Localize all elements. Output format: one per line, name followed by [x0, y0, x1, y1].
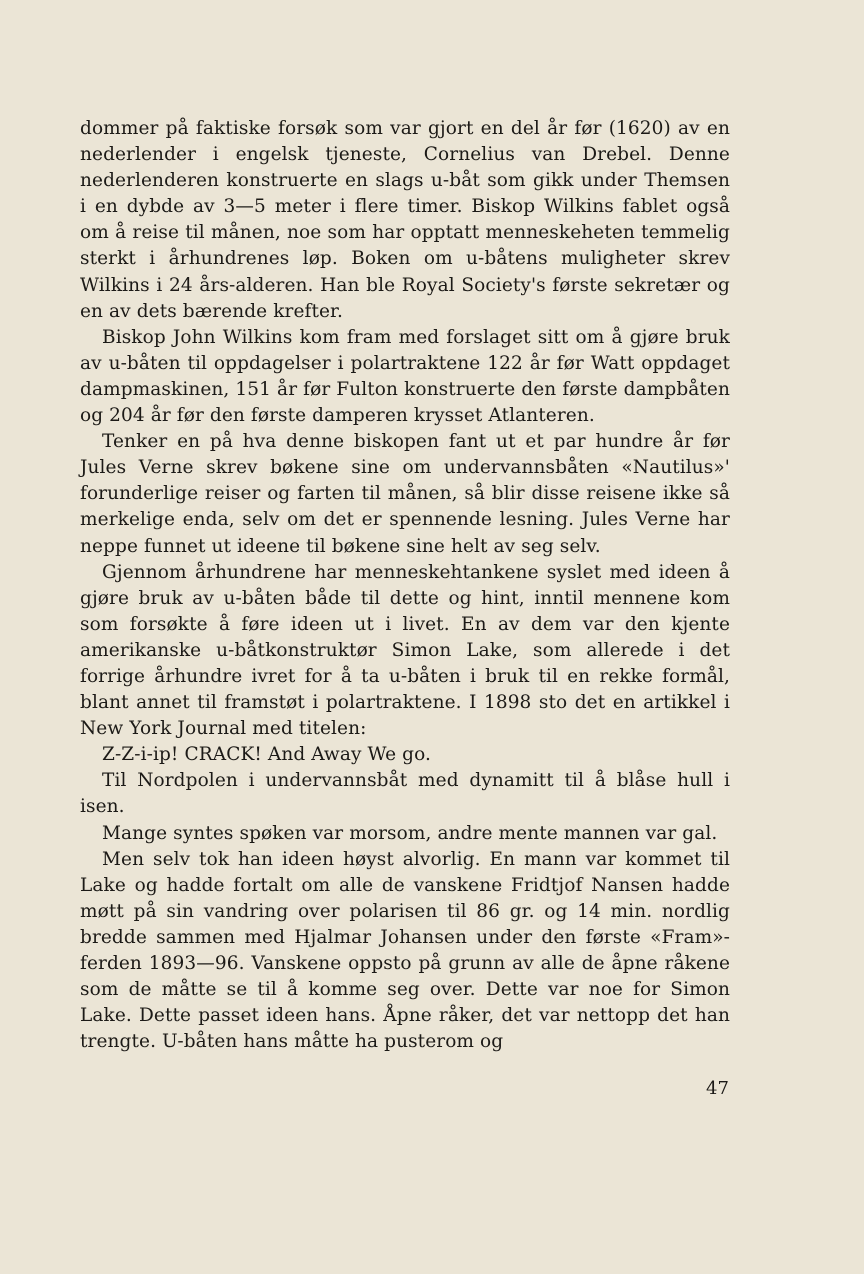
paragraph-headline-quote: Z-Z-i-ip! CRACK! And Away We go. — [102, 744, 431, 766]
page-number: 47 — [706, 1078, 729, 1099]
paragraph: Mange syntes spøken var morsom, andre mente mannen var gal. — [102, 822, 718, 844]
paragraph: Gjennom århundrene har menneskehtankene syslet med ideen å gjøre bruk av u-båten både til dette og hint, inntil mennene kom som forsøkte å føre ideen ut i livet. En av dem var den kjente amerikanske u-båtkonstruktør Simon Lake, som allerede i det forrige århundre ivret for å ta u-båten i bruk til en rekke formål, blant annet til framstøt i polartraktene. I 1898 sto det en artikkel i New York Journal med titelen: — [80, 561, 730, 740]
paragraph: Tenker en på hva denne biskopen fant ut et par hundre år før Jules Verne skrev bøkene sine om undervannsbåten «Nautilus»' forunderlige reiser og farten til månen, så blir disse reisene ikke så merkelige enda, selv om det er spennende lesning. Jules Verne har neppe funnet ut ideene til bøkene sine helt av seg selv. — [80, 431, 730, 557]
paragraph: dommer på faktiske forsøk som var gjort en del år før (1620) av en nederlender i engelsk tjeneste, Cornelius van Drebel. Denne nederlenderen konstruerte en slags u-båt som gikk under Themsen i en dybde av 3—5 meter i flere timer. Biskop Wilkins fablet også om å reise til månen, noe som har opptatt menneskeheten temmelig sterkt i århundrenes løp. Boken om u-båtens muligheter skrev Wilkins i 24 års-alderen. Han ble Royal Society's første sekretær og en av dets bærende krefter. — [80, 118, 730, 322]
paragraph: Biskop John Wilkins kom fram med forslaget sitt om å gjøre bruk av u-båten til oppdagelser i polartraktene 122 år før Watt oppdaget dampmaskinen, 151 år før Fulton konstruerte den første dampbåten og 204 år før den første damperen krysset Atlanteren. — [80, 326, 730, 427]
paragraph: Men selv tok han ideen høyst alvorlig. En mann var kommet til Lake og hadde fortalt om alle de vanskene Fridtjof Nansen hadde møtt på sin vandring over polarisen til 86 gr. og 14 min. nordlig bredde sammen med Hjalmar Johansen under den første «Fram»-ferden 1893—96. Vanskene oppsto på grunn av alle de åpne råkene som de måtte se til å komme seg over. Dette var noe for Simon Lake. Dette passet ideen hans. Åpne råker, det var nettopp det han trengte. U-båten hans måtte ha pusterom og — [80, 848, 730, 1053]
paragraph: Til Nordpolen i undervannsbåt med dynamitt til å blåse hull i isen. — [80, 770, 730, 818]
body-text — [80, 116, 730, 1055]
